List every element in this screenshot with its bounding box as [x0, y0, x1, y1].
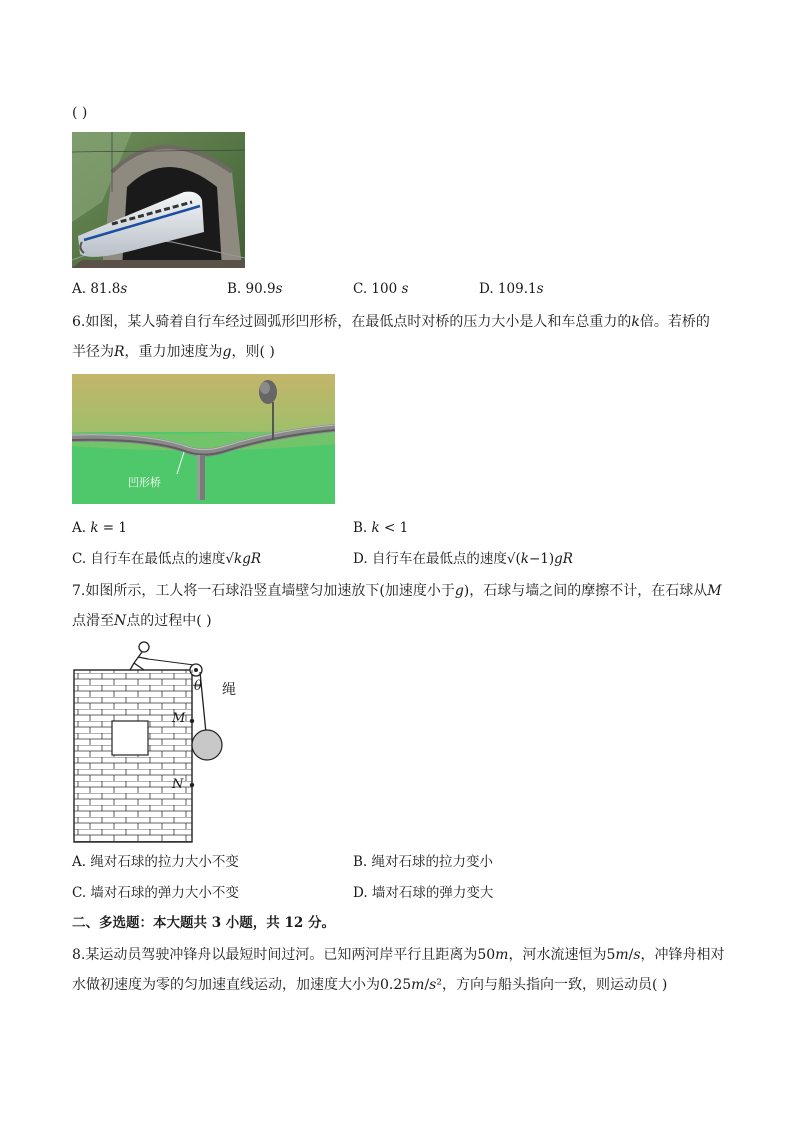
- q7-point-m-label: 𝑀: [172, 711, 186, 726]
- q5-option-b[interactable]: B. 90.9𝑠: [227, 281, 283, 297]
- q5-train-tunnel-photo: [72, 132, 245, 268]
- q7-rope-label: 绳: [222, 682, 236, 698]
- q7-point-n-label: 𝑁: [172, 777, 184, 792]
- q8-stem-line1: 8.某运动员驾驶冲锋舟以最短时间过河。已知两河岸平行且距离为50𝑚，河水流速恒为5𝑚/𝑠，冲锋舟相对: [72, 947, 725, 963]
- q7-wall-stone-figure: [72, 637, 252, 845]
- q6-option-a[interactable]: A. 𝑘 = 1: [72, 520, 127, 536]
- q5-option-d[interactable]: D. 109.1𝑠: [479, 281, 544, 297]
- q7-option-b[interactable]: B. 绳对石球的拉力变小: [353, 854, 494, 870]
- q6-stem-line1: 6.如图，某人骑着自行车经过圆弧形凹形桥，在最低点时对桥的压力大小是人和车总重力的𝑘倍。若桥的: [72, 314, 710, 330]
- q7-theta-label: 𝜃: [194, 679, 202, 694]
- q5-option-c[interactable]: C. 100 𝑠: [353, 281, 409, 297]
- q6-option-b[interactable]: B. 𝑘 < 1: [353, 520, 409, 536]
- q5-option-a[interactable]: A. 81.8𝑠: [72, 281, 128, 297]
- q6-concave-bridge-figure: [72, 374, 335, 504]
- q6-option-d[interactable]: D. 自行车在最低点的速度√(𝑘−1)𝑔𝑅: [353, 551, 573, 567]
- q8-stem-line2: 水做初速度为零的匀加速直线运动，加速度大小为0.25𝑚/𝑠²，方向与船头指向一致，则运动员( ): [72, 977, 668, 993]
- q6-stem-line2: 半径为𝑅，重力加速度为𝑔，则( ): [72, 344, 275, 360]
- q7-option-c[interactable]: C. 墙对石球的弹力大小不变: [72, 885, 239, 901]
- q7-option-d[interactable]: D. 墙对石球的弹力变大: [353, 885, 494, 901]
- q5-answer-paren: ( ): [72, 105, 88, 121]
- q6-bridge-label: 凹形桥: [128, 476, 161, 489]
- q7-option-a[interactable]: A. 绳对石球的拉力大小不变: [72, 854, 239, 870]
- q6-option-c[interactable]: C. 自行车在最低点的速度√𝑘𝑔𝑅: [72, 551, 262, 567]
- q7-stem-line1: 7.如图所示，工人将一石球沿竖直墙壁匀加速放下(加速度小于𝑔)，石球与墙之间的摩擦不计，在石球从𝑀: [72, 583, 722, 599]
- section-heading-multiple-choice: 二、多选题：本大题共 3 小题，共 12 分。: [72, 915, 335, 931]
- q7-stem-line2: 点滑至𝑁点的过程中( ): [72, 613, 212, 629]
